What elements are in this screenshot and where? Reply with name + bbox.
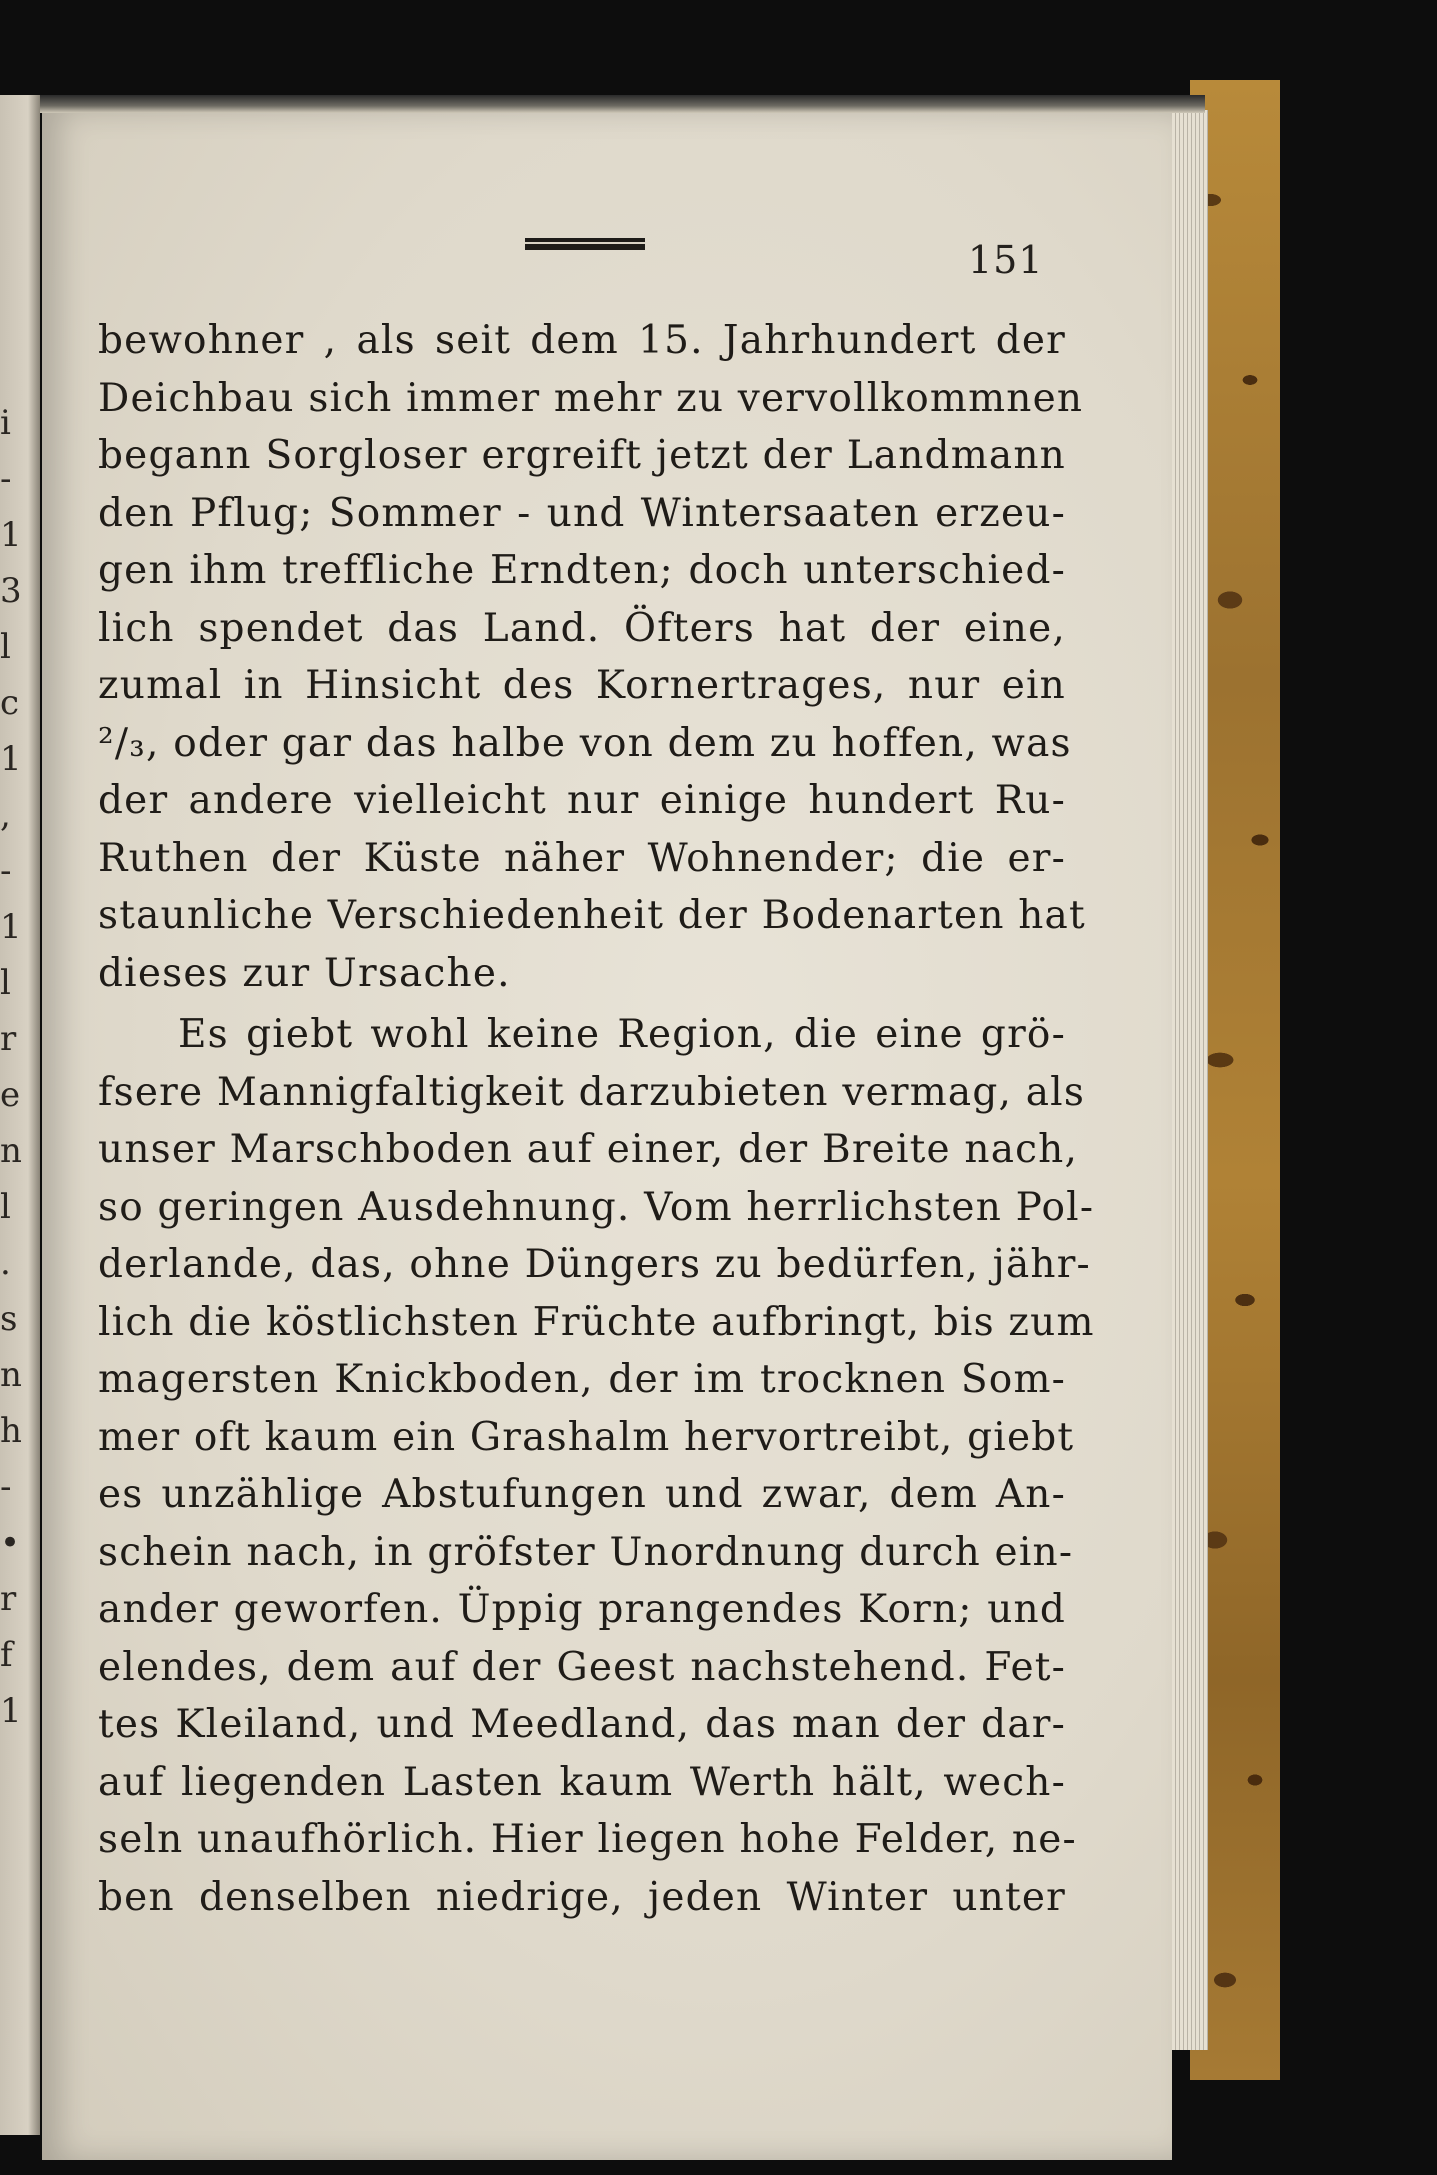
text-line: elendes, dem auf der Geest nachstehend. Fet- (98, 1644, 1066, 1690)
facing-page-char: , (0, 795, 11, 835)
facing-page-char: l (0, 963, 11, 1003)
facing-page-char: r (0, 1579, 17, 1619)
text-line: der andere vielleicht nur einige hundert Ru- (98, 778, 1066, 823)
facing-page-char: s (0, 1299, 18, 1339)
facing-page-char: l (0, 627, 11, 667)
text-line: tes Kleiland, und Meedland, das man der dar- (98, 1702, 1066, 1747)
text-line: so geringen Ausdehnung. Vom herrlichsten Pol- (98, 1184, 1095, 1230)
text-line: Deichbau sich immer mehr zu vervollkommnen (98, 375, 1084, 421)
text-line: ander geworfen. Üppig prangendes Korn; und (98, 1587, 1066, 1632)
facing-page-char: 1 (0, 515, 22, 555)
facing-page-char: i (0, 403, 11, 443)
text-line: auf liegenden Lasten kaum Werth hält, wech- (98, 1759, 1066, 1805)
body-text (98, 312, 1095, 1926)
facing-page-char: 1 (0, 907, 22, 947)
facing-page-char: • (0, 1523, 21, 1563)
facing-page-char: n (0, 1355, 22, 1395)
facing-page-char: r (0, 1019, 17, 1059)
facing-page-char: . (0, 1243, 11, 1283)
text-line: staunliche Verschiedenheit der Bodenarten hat (98, 893, 1086, 938)
text-line: ²/₃, oder gar das halbe von dem zu hoffen, was (98, 720, 1072, 766)
paragraph-1 (98, 312, 1086, 1002)
text-line: derlande, das, ohne Düngers zu bedürfen, jähr- (98, 1242, 1091, 1287)
facing-page-char: - (0, 851, 12, 891)
facing-page-char: h (0, 1411, 22, 1451)
facing-page-char: c (0, 683, 20, 723)
text-line: den Pflug; Sommer - und Wintersaaten erzeu- (98, 490, 1066, 536)
text-line: fsere Mannigfaltigkeit darzubieten vermag, als (98, 1069, 1086, 1115)
text-line: lich die köstlichsten Früchte aufbringt, bis zum (98, 1299, 1095, 1345)
facing-page-char: 1 (0, 739, 22, 779)
text-line: unser Marschboden auf einer, der Breite nach, (98, 1127, 1079, 1172)
text-line: begann Sorgloser ergreift jetzt der Landmann (98, 433, 1066, 478)
facing-page-edge (0, 95, 40, 2135)
text-line: Ruthen der Küste näher Wohnender; die er- (98, 835, 1066, 881)
page-number: 151 (968, 238, 1044, 282)
text-line: ben denselben niedrige, jeden Winter unter (98, 1874, 1066, 1920)
facing-page-char: n (0, 1131, 22, 1171)
text-line: schein nach, in gröfster Unordnung durch ein- (98, 1529, 1074, 1575)
header-ornament-rule (525, 238, 645, 250)
text-line: magersten Knickboden, der im trocknen Som- (98, 1357, 1066, 1402)
text-line: mer oft kaum ein Grashalm hervortreibt, giebt (98, 1414, 1075, 1460)
text-line: zumal in Hinsicht des Kornertrages, nur ein (98, 663, 1066, 708)
facing-page-char: 1 (0, 1691, 22, 1731)
text-line: dieses zur Ursache. (98, 950, 511, 996)
paragraph-2 (98, 1006, 1095, 1926)
facing-page-char: l (0, 1187, 11, 1227)
text-line: gen ihm treffliche Erndten; doch unterschied- (98, 548, 1066, 593)
facing-page-char: e (0, 1075, 21, 1115)
text-line: lich spendet das Land. Öfters hat der eine, (98, 605, 1066, 651)
text-line: es unzählige Abstufungen und zwar, dem An- (98, 1472, 1066, 1517)
text-line: bewohner , als seit dem 15. Jahrhundert der (98, 318, 1066, 363)
facing-page-char: - (0, 459, 12, 499)
facing-page-char: f (0, 1635, 13, 1675)
facing-page-char: - (0, 1467, 12, 1507)
top-binding-edge (40, 95, 1205, 113)
facing-page-char: 3 (0, 571, 22, 611)
text-line: seln unaufhörlich. Hier liegen hohe Felder, ne- (98, 1817, 1077, 1862)
text-line: Es giebt wohl keine Region, die eine grö- (178, 1012, 1066, 1057)
facing-page-margin-text (0, 395, 22, 1739)
